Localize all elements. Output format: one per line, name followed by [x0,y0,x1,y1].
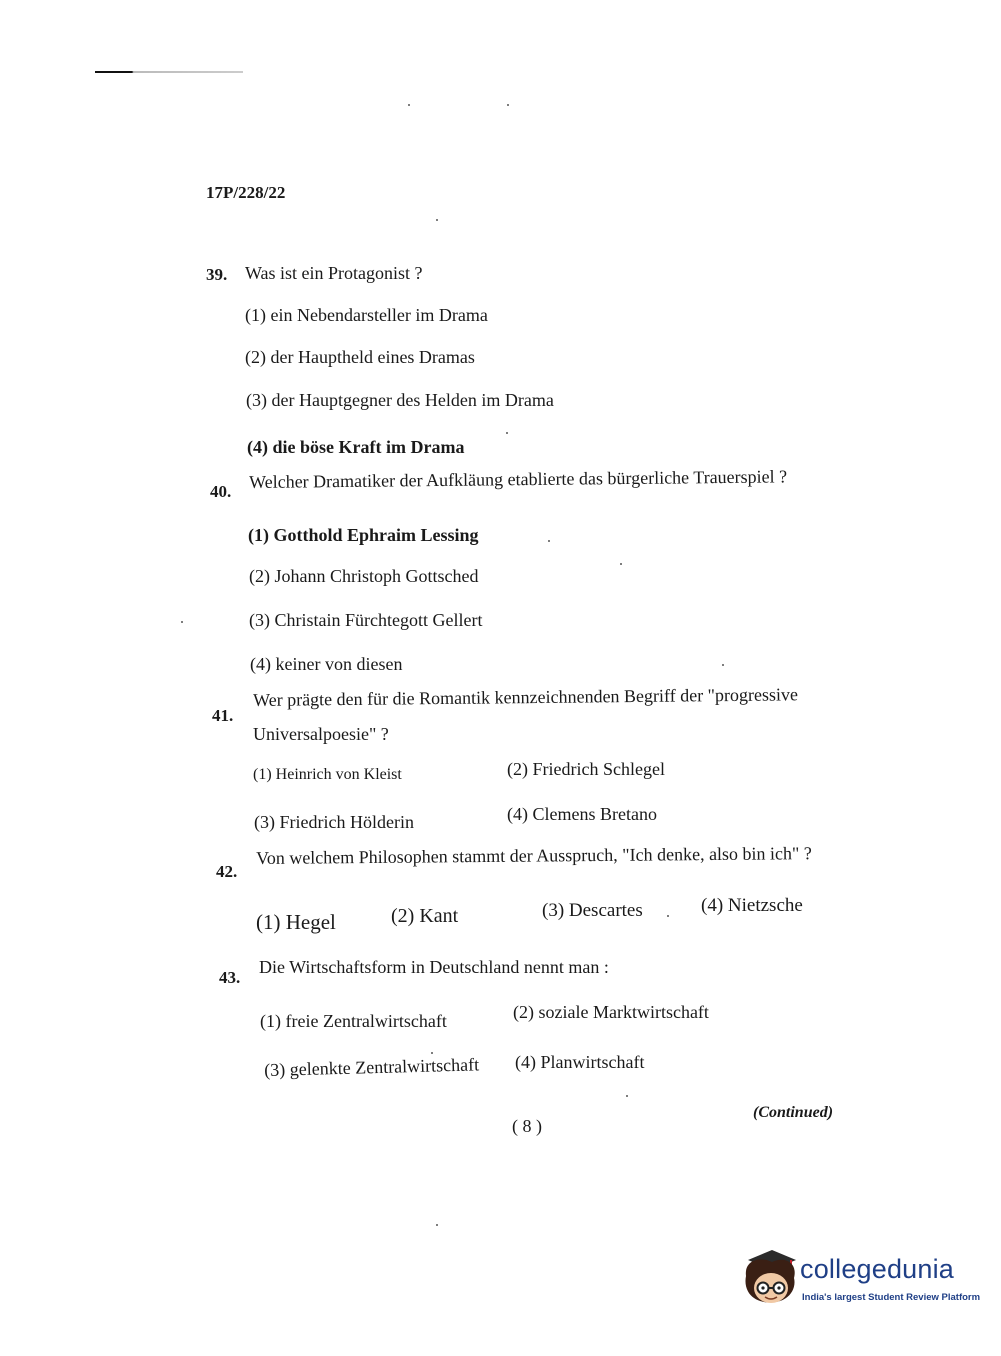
option: (2) Johann Christoph Gottsched [249,566,479,586]
question-number: 42. [216,862,238,881]
scan-speck [431,1052,433,1054]
question-text: Welcher Dramatiker der Aufkläung etablierte das bürgerliche Trauerspiel ? [249,466,788,492]
paper-code: 17P/228/22 [206,183,286,202]
scan-speck [181,621,183,623]
question-text: Von welchem Philosophen stammt der Ausspruch, "Ich denke, also bin ich" ? [256,843,812,868]
question-text-line1: Wer prägte den für die Romantik kennzeichnenden Begriff der "progressive [253,684,799,710]
scan-speck [436,1224,438,1226]
scan-speck [548,540,550,542]
scan-speck [507,104,509,106]
option: (3) Christain Fürchtegott Gellert [249,610,483,630]
option: (2) Kant [391,905,459,927]
option: (2) Friedrich Schlegel [507,759,665,779]
option: (4) Nietzsche [701,895,803,916]
scan-speck [506,432,508,434]
scan-speck [620,563,622,565]
continued-label: (Continued) [753,1104,834,1121]
option: (2) der Hauptheld eines Dramas [245,347,475,367]
student-mascot-icon [742,1250,800,1312]
logo-wordmark: collegedunia [800,1254,955,1284]
question-text: Die Wirtschaftsform in Deutschland nennt man : [259,957,609,977]
option: (1) Hegel [256,910,336,934]
option: (1) Gotthold Ephraim Lessing [248,525,479,545]
top-rule [95,71,243,73]
scan-speck [626,1095,628,1097]
option: (3) Descartes [542,900,643,921]
option: (4) Clemens Bretano [507,804,657,824]
page-number: ( 8 ) [512,1116,542,1136]
logo-tagline: India's largest Student Review Platform [802,1292,981,1303]
option: (3) Friedrich Hölderin [254,812,414,832]
option: (2) soziale Marktwirtschaft [513,1002,709,1022]
option: (4) die böse Kraft im Drama [247,437,465,457]
collegedunia-logo [742,1250,981,1312]
option: (3) der Hauptgegner des Helden im Drama [246,390,554,410]
scan-speck [722,664,724,666]
scan-speck [436,219,438,221]
question-number: 40. [210,482,232,501]
option: (1) ein Nebendarsteller im Drama [245,305,488,325]
option: (1) freie Zentralwirtschaft [260,1011,447,1031]
question-text-line2: Universalpoesie" ? [253,724,389,744]
option: (3) gelenkte Zentralwirtschaft [264,1054,480,1080]
option: (1) Heinrich von Kleist [253,766,402,783]
scan-speck [408,104,410,106]
question-number: 39. [206,265,228,284]
option: (4) Planwirtschaft [515,1052,645,1072]
option: (4) keiner von diesen [250,654,403,674]
question-text: Was ist ein Protagonist ? [245,263,423,283]
question-number: 41. [212,706,234,725]
scan-speck [667,915,669,917]
question-number: 43. [219,968,241,987]
